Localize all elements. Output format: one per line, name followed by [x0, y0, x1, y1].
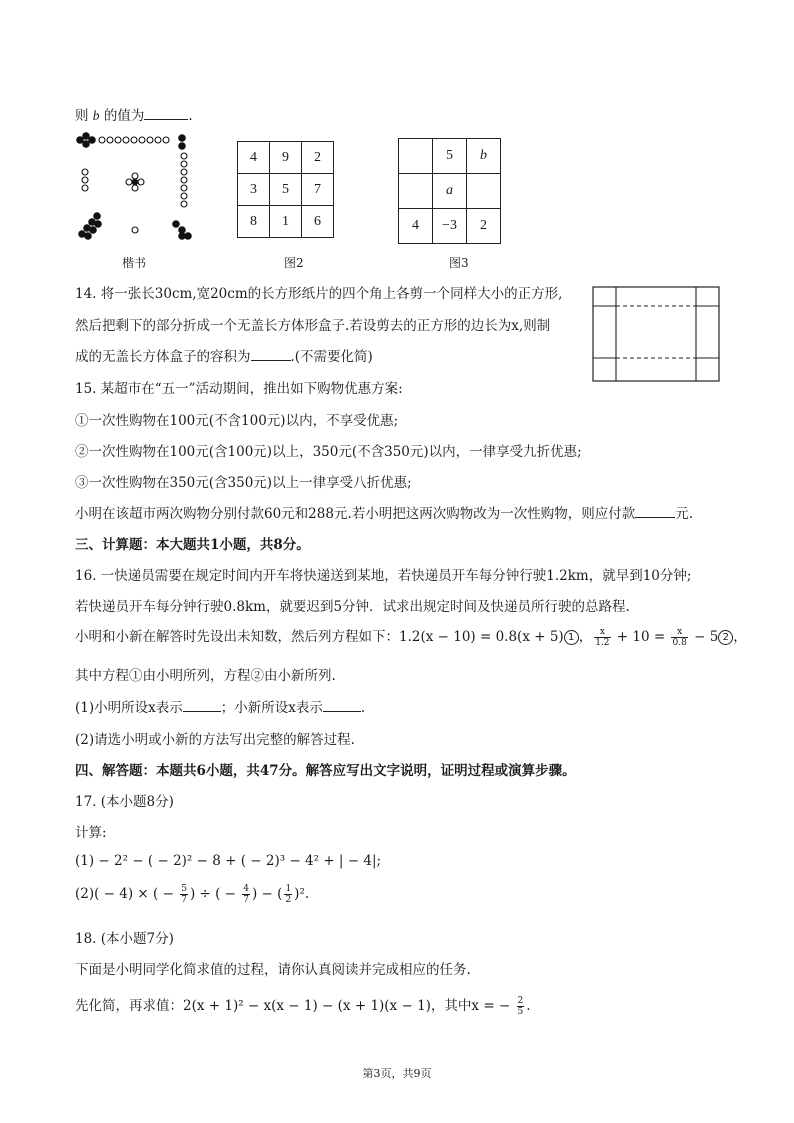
- q13-answer-line: 则 b 的值为 .: [75, 108, 193, 124]
- q18-line2: 先化简，再求值：2(x + 1)² − x(x − 1) − (x + 1)(x − 1)，其中x = − $\frac{2}{5}$ .: [75, 996, 531, 1017]
- q15-line5: 小明在该超市两次购物分别付款60元和288元.若小明把这两次购物改为一次性购物，则应付款 元.: [75, 506, 694, 522]
- q18-line1: 下面是小明同学化简求值的过程，请你认真阅读并完成相应的任务.: [75, 962, 471, 978]
- figure3-caption: 图3: [449, 256, 469, 270]
- q16-equations: 小明和小新在解答时先设出未知数，然后列方程如下：1.2(x − 10) = 0.8(x + 5) 1 ， $\frac{x}{1.2}$ + 10 = $\frac{x}{0.8}$ − 5 2 ，: [75, 627, 747, 648]
- q16-line1: 16. 一快递员需要在规定时间内开车将快递送到某地，若快递员开车每分钟行驶1.2km，就早到10分钟;: [75, 568, 692, 584]
- q15-line3: ②一次性购物在100元(含100元)以上，350元(不含350元)以内，一律享受九折优惠;: [75, 444, 582, 460]
- calligraphy-dot-figure: [72, 132, 200, 244]
- q15-line2: ①一次性购物在100元(不含100元)以内，不享受优惠;: [75, 413, 399, 429]
- q16-line4: 其中方程①由小明所列，方程②由小新所列.: [75, 668, 336, 684]
- answer-blank: [251, 360, 291, 361]
- q17-heading: 17. (本小题8分): [75, 794, 174, 810]
- figure2-caption: 图2: [284, 256, 304, 270]
- answer-blank: [144, 119, 188, 120]
- box-net-figure: [592, 286, 720, 382]
- q15-line4: ③一次性购物在350元(含350元)以上一律享受八折优惠;: [75, 475, 412, 491]
- q15-line1: 15. 某超市在“五一”活动期间，推出如下购物优惠方案:: [75, 381, 403, 397]
- q17-instruction: 计算:: [75, 825, 107, 841]
- figure3-grid: 5 b a 4 −3 2: [398, 138, 501, 244]
- q17-part2: (2)( − 4) × ( − $\frac{5}{7}$ ) ÷ ( − $\frac{4}{7}$ ) − ( $\frac{1}{2}$ )².: [75, 884, 310, 905]
- figure1-caption: 楷书: [122, 256, 147, 270]
- q16-part1: (1)小明所设x表示 ；小新所设x表示 .: [75, 700, 366, 716]
- q14-line2: 然后把剩下的部分折成一个无盖长方体形盒子.若设剪去的正方形的边长为x,则制: [75, 318, 551, 334]
- answer-blank: [635, 517, 675, 518]
- figure2-grid: 4 9 2 3 5 7 8 1 6: [237, 141, 334, 238]
- section4-heading: 四、解答题：本题共6小题，共47分。解答应写出文字说明，证明过程或演算步骤。: [75, 763, 576, 779]
- answer-blank: [183, 711, 221, 712]
- q14-line3: 成的无盖长方体盒子的容积为 .(不需要化简): [75, 349, 373, 365]
- q17-part1: (1) − 2² − ( − 2)² − 8 + ( − 2)³ − 4² + | − 4|;: [75, 853, 382, 869]
- answer-blank: [323, 711, 361, 712]
- q18-heading: 18. (本小题7分): [75, 931, 174, 947]
- section3-heading: 三、计算题：本大题共1小题，共8分。: [75, 537, 310, 553]
- q14-line1: 14. 将一张长30cm,宽20cm的长方形纸片的四个角上各剪一个同样大小的正方形,: [75, 286, 563, 302]
- q16-line2: 若快递员开车每分钟行驶0.8km，就要迟到5分钟．试求出规定时间及快递员所行驶的总路程.: [75, 599, 630, 615]
- page-footer: 第3页，共9页: [362, 1067, 432, 1080]
- q16-part2: (2)请选小明或小新的方法写出完整的解答过程.: [75, 732, 355, 748]
